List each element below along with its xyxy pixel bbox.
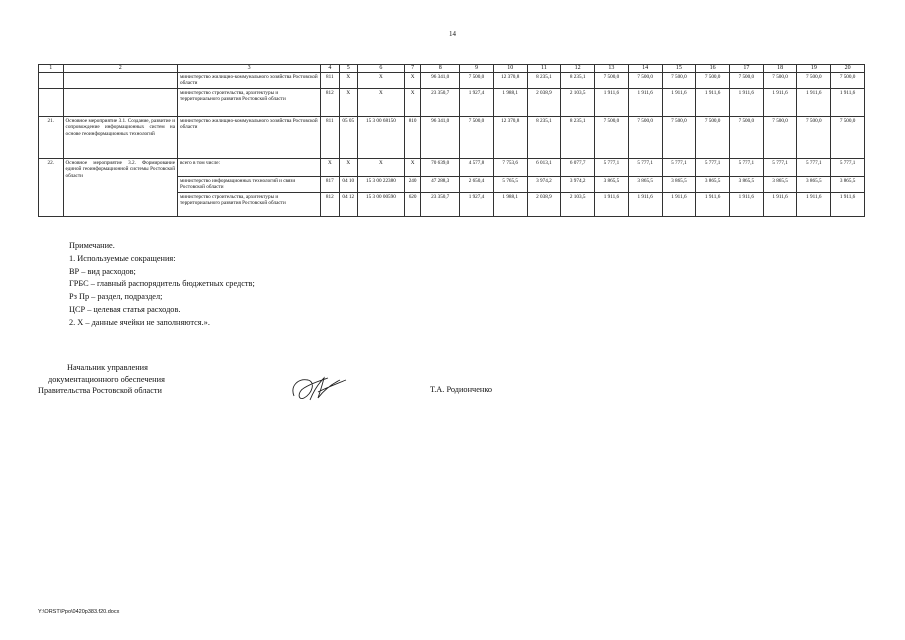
- value-cell: 1 911,6: [595, 89, 629, 117]
- value-cell: 5 777,1: [628, 159, 662, 177]
- header-cell: 17: [729, 65, 763, 73]
- value-cell: 1 988,1: [493, 89, 527, 117]
- header-cell: 16: [696, 65, 730, 73]
- measure-name: [63, 89, 177, 117]
- grbs-cell: 811: [321, 117, 339, 159]
- value-cell: 7 500,0: [763, 117, 797, 159]
- csr-cell: Х: [357, 73, 404, 89]
- csr-cell: 15 3 00 22380: [357, 177, 404, 193]
- header-cell: 9: [460, 65, 494, 73]
- rzpr-cell: 04 10: [339, 177, 357, 193]
- value-cell: 5 777,1: [797, 159, 831, 177]
- row-number: [39, 73, 64, 89]
- executor-cell: всего в том числе:: [178, 159, 321, 177]
- value-cell: 7 500,0: [460, 73, 494, 89]
- value-cell: 3 865,5: [595, 177, 629, 193]
- value-cell: 1 911,6: [763, 89, 797, 117]
- value-cell: 3 865,5: [729, 177, 763, 193]
- value-cell: 5 765,5: [493, 177, 527, 193]
- value-cell: 8 235,1: [561, 73, 595, 89]
- value-cell: 1 911,6: [729, 193, 763, 217]
- measure-name: Основное мероприятие 3.1. Создание, развитие и сопровождение информационных систем на основе геоинформационных технологий: [63, 117, 177, 159]
- value-cell: 1 911,6: [662, 193, 696, 217]
- value-cell: 1 927,4: [460, 193, 494, 217]
- value-cell: 7 500,0: [729, 73, 763, 89]
- notes-line: ГРБС – главный распорядитель бюджетных средств;: [69, 279, 255, 289]
- value-cell: 1 911,6: [763, 193, 797, 217]
- notes-line: 1. Используемые сокращения:: [69, 253, 176, 263]
- executor-cell: министерство строительства, архитектуры и территориального развития Ростовской области: [178, 193, 321, 217]
- signatory-title-3: Правительства Ростовской области: [38, 386, 162, 395]
- value-cell: 1 927,4: [460, 89, 494, 117]
- header-cell: 6: [357, 65, 404, 73]
- grbs-cell: 817: [321, 177, 339, 193]
- vr-cell: 620: [404, 193, 420, 217]
- value-cell: 7 500,0: [729, 117, 763, 159]
- value-cell: 7 500,0: [628, 73, 662, 89]
- value-cell: 2 103,5: [561, 193, 595, 217]
- header-cell: 20: [831, 65, 865, 73]
- signatory-name: Т.А. Родионченко: [430, 385, 493, 394]
- value-cell: 7 500,0: [696, 117, 730, 159]
- value-cell: 7 500,0: [460, 117, 494, 159]
- header-cell: 11: [527, 65, 561, 73]
- header-cell: 14: [628, 65, 662, 73]
- value-cell: 1 911,6: [831, 193, 865, 217]
- value-cell: 7 500,0: [831, 117, 865, 159]
- rzpr-cell: 05 05: [339, 117, 357, 159]
- table-row: [39, 73, 865, 89]
- header-cell: 1: [39, 65, 64, 73]
- value-cell: 7 500,0: [595, 73, 629, 89]
- value-cell: 3 865,5: [628, 177, 662, 193]
- value-cell: 1 911,6: [628, 89, 662, 117]
- value-cell: 7 500,0: [662, 117, 696, 159]
- table-row: [39, 89, 865, 117]
- budget-table: [38, 64, 865, 217]
- value-cell: 1 911,6: [729, 89, 763, 117]
- header-cell: 2: [63, 65, 177, 73]
- rzpr-cell: Х: [339, 73, 357, 89]
- header-cell: 15: [662, 65, 696, 73]
- header-cell: 3: [178, 65, 321, 73]
- value-cell: 7 753,6: [493, 159, 527, 177]
- notes-block: [69, 240, 255, 330]
- rzpr-cell: Х: [339, 159, 357, 177]
- value-cell: 2 038,9: [527, 193, 561, 217]
- value-cell: 3 865,5: [662, 177, 696, 193]
- value-cell: 7 500,0: [595, 117, 629, 159]
- value-cell: 3 865,5: [763, 177, 797, 193]
- csr-cell: Х: [357, 159, 404, 177]
- value-cell: 7 500,0: [696, 73, 730, 89]
- value-cell: 1 911,6: [662, 89, 696, 117]
- value-cell: 3 974,2: [527, 177, 561, 193]
- header-cell: 5: [339, 65, 357, 73]
- value-cell: 3 865,5: [696, 177, 730, 193]
- vr-cell: Х: [404, 159, 420, 177]
- header-cell: 7: [404, 65, 420, 73]
- page-number: 14: [449, 30, 456, 38]
- csr-cell: Х: [357, 89, 404, 117]
- value-cell: 1 911,6: [595, 193, 629, 217]
- value-cell: 96 341,0: [421, 117, 460, 159]
- notes-line: 2. Х – данные ячейки не заполняются.».: [69, 317, 210, 327]
- value-cell: 1 911,6: [696, 89, 730, 117]
- header-cell: 12: [561, 65, 595, 73]
- executor-cell: министерство информационных технологий и связи Ростовской области: [178, 177, 321, 193]
- signatory-title-2: документационного обеспечения: [48, 374, 165, 384]
- value-cell: 1 911,6: [696, 193, 730, 217]
- value-cell: 2 038,9: [527, 89, 561, 117]
- value-cell: 3 974,2: [561, 177, 595, 193]
- notes-line: ЦСР – целевая статья расходов.: [69, 304, 181, 314]
- value-cell: 1 911,6: [831, 89, 865, 117]
- value-cell: 7 500,0: [628, 117, 662, 159]
- vr-cell: Х: [404, 73, 420, 89]
- notes-title: Примечание.: [69, 241, 115, 250]
- value-cell: 2 650,4: [460, 177, 494, 193]
- value-cell: 7 500,0: [831, 73, 865, 89]
- value-cell: 12 370,8: [493, 73, 527, 89]
- value-cell: 7 500,0: [662, 73, 696, 89]
- value-cell: 70 639,0: [421, 159, 460, 177]
- value-cell: 3 865,5: [831, 177, 865, 193]
- grbs-cell: 811: [321, 73, 339, 89]
- value-cell: 5 777,1: [729, 159, 763, 177]
- header-cell: 10: [493, 65, 527, 73]
- signatory-title-1: Начальник управления: [67, 363, 148, 372]
- grbs-cell: Х: [321, 159, 339, 177]
- value-cell: 5 777,1: [763, 159, 797, 177]
- header-cell: 18: [763, 65, 797, 73]
- csr-cell: 15 3 00 68150: [357, 117, 404, 159]
- value-cell: 5 777,1: [696, 159, 730, 177]
- header-cell: 8: [421, 65, 460, 73]
- vr-cell: 240: [404, 177, 420, 193]
- vr-cell: 810: [404, 117, 420, 159]
- value-cell: 1 988,1: [493, 193, 527, 217]
- header-cell: 4: [321, 65, 339, 73]
- value-cell: 1 911,6: [628, 193, 662, 217]
- value-cell: 5 777,1: [831, 159, 865, 177]
- row-number: [39, 89, 64, 117]
- value-cell: 6 077,7: [561, 159, 595, 177]
- header-cell: 13: [595, 65, 629, 73]
- value-cell: 8 235,1: [527, 73, 561, 89]
- value-cell: 7 500,0: [797, 117, 831, 159]
- file-path: Y:\ORST\Ppo\0420p383.f20.docx: [38, 609, 120, 615]
- value-cell: 5 777,1: [662, 159, 696, 177]
- executor-cell: министерство жилищно-коммунального хозяйства Ростовской области: [178, 73, 321, 89]
- rzpr-cell: 04 12: [339, 193, 357, 217]
- executor-cell: министерство строительства, архитектуры и территориального развития Ростовской области: [178, 89, 321, 117]
- notes-line: Рз Пр – раздел, подраздел;: [69, 292, 163, 302]
- value-cell: 3 865,5: [797, 177, 831, 193]
- table-header-row: [39, 65, 865, 73]
- value-cell: 47 288,3: [421, 177, 460, 193]
- value-cell: 12 370,8: [493, 117, 527, 159]
- table-row: [39, 159, 865, 177]
- value-cell: 7 500,0: [797, 73, 831, 89]
- value-cell: 2 103,5: [561, 89, 595, 117]
- value-cell: 5 777,1: [595, 159, 629, 177]
- value-cell: 1 911,6: [797, 89, 831, 117]
- value-cell: 96 341,0: [421, 73, 460, 89]
- executor-cell: министерство жилищно-коммунального хозяйства Ростовской области: [178, 117, 321, 159]
- header-cell: 19: [797, 65, 831, 73]
- rzpr-cell: Х: [339, 89, 357, 117]
- value-cell: 8 235,1: [527, 117, 561, 159]
- measure-name: Основное мероприятие 3.2. Формирование единой геоинформационной системы Ростовской области: [63, 159, 177, 217]
- grbs-cell: 812: [321, 89, 339, 117]
- handwritten-signature: [288, 372, 350, 404]
- value-cell: 7 500,0: [763, 73, 797, 89]
- measure-name: [63, 73, 177, 89]
- value-cell: 1 911,6: [797, 193, 831, 217]
- table-row: [39, 117, 865, 159]
- value-cell: 8 235,1: [561, 117, 595, 159]
- row-number: 21.: [39, 117, 64, 159]
- notes-line: ВР – вид расходов;: [69, 266, 136, 276]
- vr-cell: Х: [404, 89, 420, 117]
- value-cell: 4 577,8: [460, 159, 494, 177]
- grbs-cell: 812: [321, 193, 339, 217]
- value-cell: 23 350,7: [421, 89, 460, 117]
- csr-cell: 15 3 00 00590: [357, 193, 404, 217]
- value-cell: 23 350,7: [421, 193, 460, 217]
- row-number: 22.: [39, 159, 64, 217]
- value-cell: 6 013,1: [527, 159, 561, 177]
